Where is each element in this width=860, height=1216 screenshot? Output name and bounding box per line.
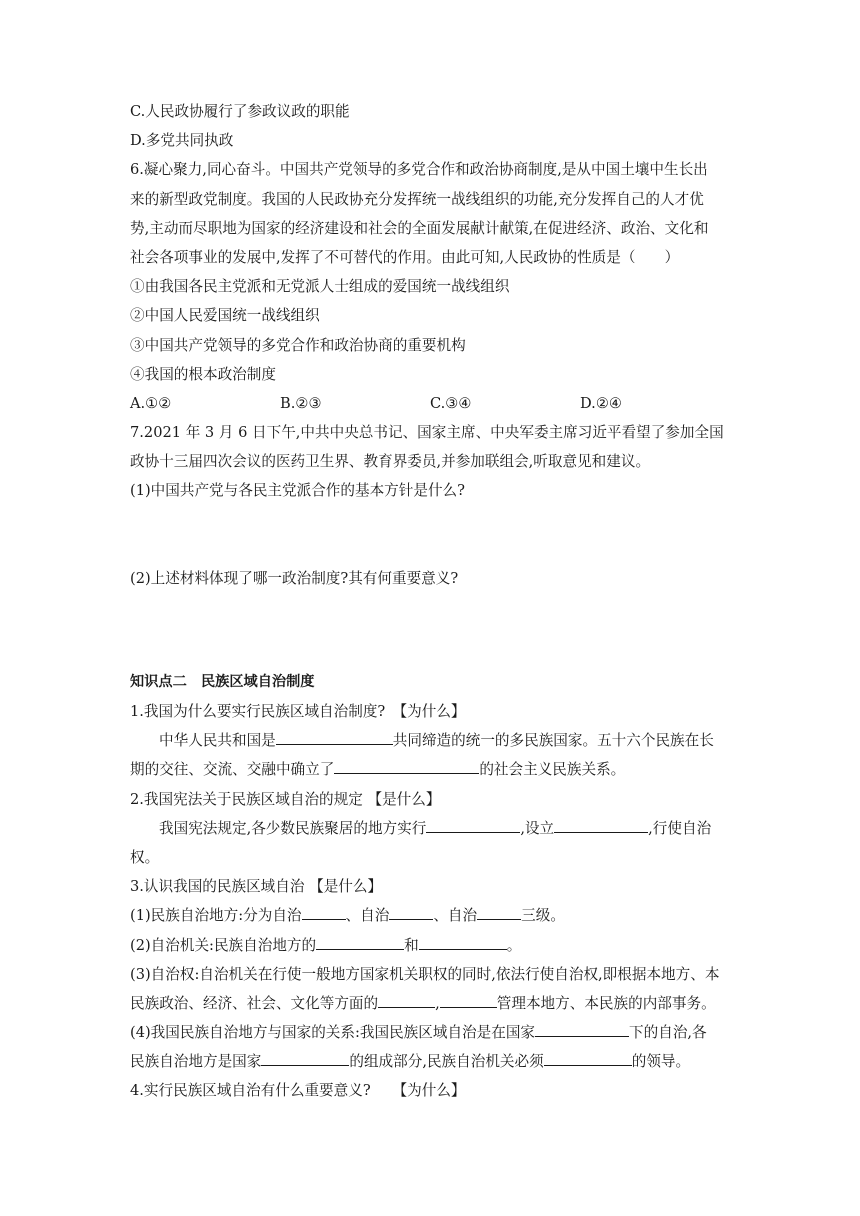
fill-blank[interactable]	[261, 1051, 349, 1066]
point-3-sub-2	[130, 931, 730, 960]
point-1-title: 1.我国为什么要实行民族区域自治制度? 【为什么】	[130, 703, 466, 720]
point-4-title: 4.实行民族区域自治有什么重要意义? 【为什么】	[130, 1082, 466, 1100]
text: 的社会主义民族关系。	[479, 761, 626, 779]
fill-blank[interactable]	[334, 759, 479, 774]
text: 管理本地方、本民族的内部事务。	[496, 994, 716, 1012]
q5-option-d: D.多党共同执政	[130, 132, 234, 150]
fill-blank[interactable]	[419, 935, 507, 950]
answer-space	[130, 593, 730, 668]
q6-stem	[130, 155, 730, 272]
text: 的领导。	[631, 1053, 691, 1071]
point-3-sub-3-line-1: (3)自治权:自治机关在行使一般地方国家机关职权的同时,依法行使自治权,即根据本地方、本	[130, 965, 720, 983]
fill-blank[interactable]	[316, 935, 404, 950]
text: 、自治	[345, 907, 390, 925]
point-2-title: 2.我国宪法关于民族区域自治的规定 【是什么】	[130, 790, 441, 808]
text: (1)民族自治地方:分为自治	[130, 907, 302, 925]
q6-option-c: C.③④	[430, 394, 472, 412]
point-1-line-2	[130, 755, 730, 784]
fill-blank[interactable]	[276, 730, 393, 745]
q7-stem-line: 政协十三届四次会议的医药卫生界、教育界委员,并参加联组会,听取意见和建议。	[130, 453, 651, 471]
document-page	[130, 97, 730, 1106]
fill-blank[interactable]	[378, 993, 435, 1008]
point-2-line-1	[130, 814, 730, 843]
fill-blank[interactable]	[440, 993, 497, 1008]
point-3-sub-4-line-1	[130, 1018, 730, 1047]
text: (2)自治机关:民族自治地方的	[130, 936, 317, 954]
q7-stem-line: 7.2021 年 3 月 6 日下午,中共中央总书记、国家主席、中央军委主席习近平看望了参加全国	[130, 424, 724, 442]
q6-statement-4: ④我国的根本政治制度	[130, 365, 276, 383]
text: 和	[404, 936, 419, 954]
q6-stem-line: 社会各项事业的发展中,发挥了不可替代的作用。由此可知,人民政协的性质是（ ）	[130, 248, 680, 266]
q6-statement-2: ②中国人民爱国统一战线组织	[130, 307, 320, 325]
q6-option-b: B.②③	[280, 394, 322, 412]
text: 的组成部分,民族自治机关必须	[349, 1053, 544, 1071]
text: 下的自治,各	[629, 1024, 707, 1042]
q6-stem-line: 来的新型政党制度。我国的人民政协充分发挥统一战线组织的功能,充分发挥自己的人才优	[130, 190, 704, 208]
text: 共同缔造的统一的多民族国家。五十六个民族在长	[392, 732, 714, 750]
q6-stem-line: 势,主动而尽职地为国家的经济建设和社会的全面发展献计献策,在促进经济、政治、文化和	[130, 219, 709, 237]
fill-blank[interactable]	[389, 905, 433, 920]
text: ,	[435, 994, 440, 1012]
text: 民族自治地方是国家	[130, 1053, 262, 1071]
q6-option-d: D.②④	[580, 394, 622, 412]
text: 我国宪法规定,各少数民族聚居的地方实行	[159, 819, 427, 837]
q6-option-a: A.①②	[130, 394, 172, 412]
q5-option-c: C.人民政协履行了参政议政的职能	[130, 103, 350, 120]
fill-blank[interactable]	[426, 818, 520, 833]
section-heading: 知识点二 民族区域自治制度	[130, 673, 315, 690]
q6-statement-3: ③中国共产党领导的多党合作和政治协商的重要机构	[130, 336, 466, 354]
q7-sub-question-2: (2)上述材料体现了哪一政治制度?其有何重要意义?	[130, 569, 459, 587]
point-3-sub-4-line-2	[130, 1047, 730, 1076]
q6-statement-1: ①由我国各民主党派和无党派人士组成的爱国统一战线组织	[130, 278, 510, 296]
fill-blank[interactable]	[554, 818, 648, 833]
point-3-title: 3.认识我国的民族区域自治 【是什么】	[130, 878, 383, 896]
text: 。	[506, 936, 522, 954]
point-1-line-1	[130, 726, 730, 755]
fill-blank[interactable]	[302, 905, 346, 920]
q6-options	[130, 389, 730, 418]
text: 、自治	[433, 907, 478, 925]
q6-stem-line: 6.凝心聚力,同心奋斗。中国共产党领导的多党合作和政治协商制度,是从中国土壤中生长出	[130, 161, 708, 179]
fill-blank[interactable]	[535, 1022, 629, 1037]
fill-blank[interactable]	[544, 1051, 632, 1066]
fill-blank[interactable]	[477, 905, 521, 920]
text: 民族政治、经济、社会、文化等方面的	[130, 994, 379, 1012]
point-2-line-2: 权。	[130, 848, 160, 866]
point-3-sub-1	[130, 901, 730, 930]
text: 中华人民共和国是	[159, 732, 276, 750]
point-3-sub-3-line-2	[130, 989, 730, 1018]
q7-sub-question-1: (1)中国共产党与各民主党派合作的基本方针是什么?	[130, 482, 465, 500]
text: (4)我国民族自治地方与国家的关系:我国民族区域自治是在国家	[130, 1024, 536, 1042]
text: 期的交往、交流、交融中确立了	[130, 761, 335, 779]
text: 三级。	[521, 907, 565, 925]
text: ,设立	[520, 819, 555, 837]
text: ,行使自治	[648, 819, 712, 837]
answer-space	[130, 506, 730, 564]
